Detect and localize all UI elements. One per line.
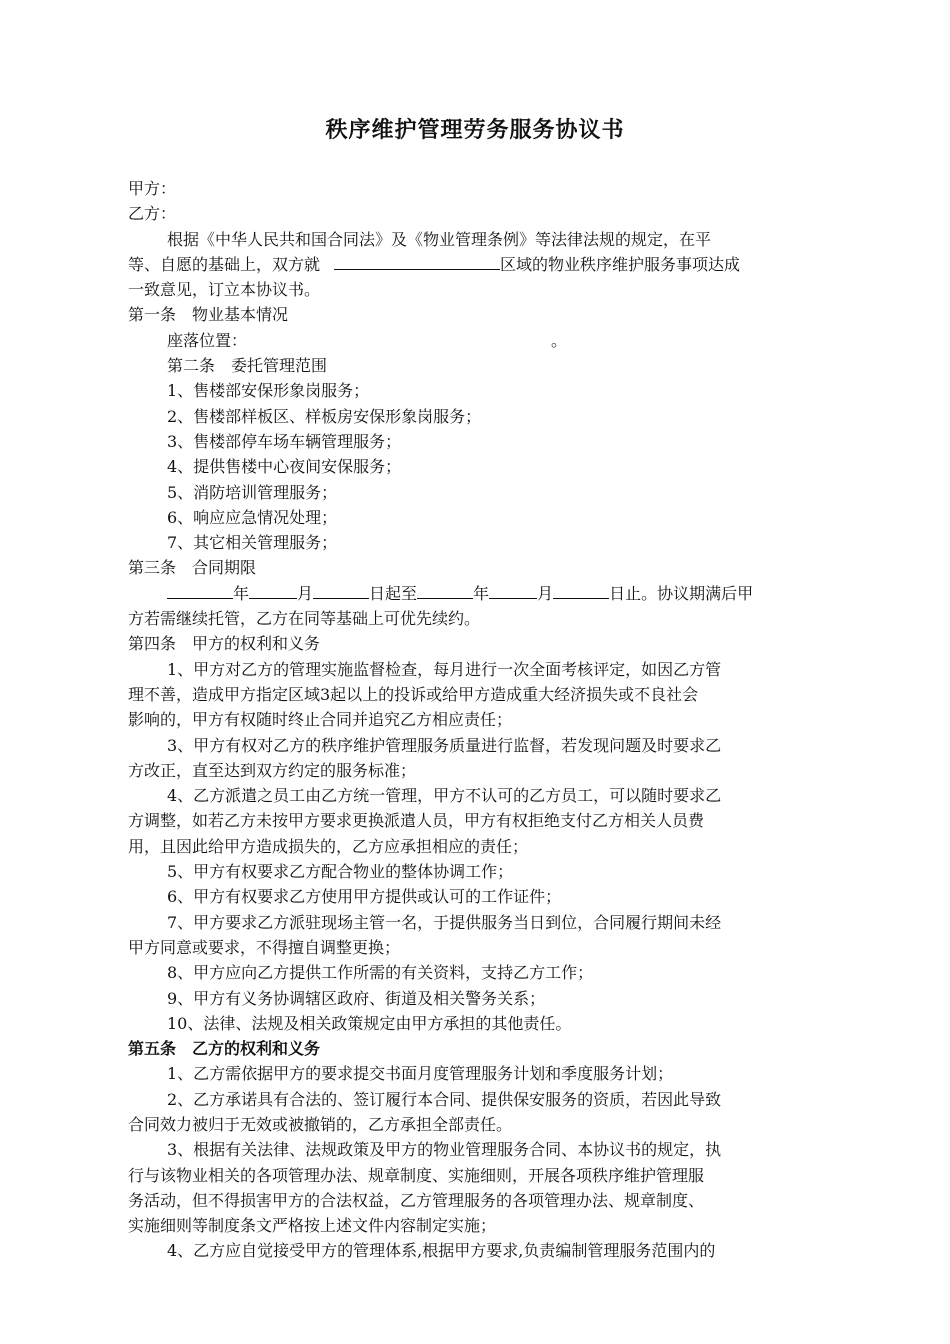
location-end: 。: [551, 330, 568, 350]
article-4-line: 5、甲方有权要求乙方配合物业的整体协调工作；: [167, 862, 514, 882]
article-1-heading: 第一条 物业基本情况: [128, 305, 289, 325]
location-label: 座落位置：: [167, 330, 248, 350]
party-a-line: 甲方：: [128, 179, 177, 198]
region-blank: [334, 252, 500, 270]
article-4-line: 1、甲方对乙方的管理实施监督检查，每月进行一次全面考核评定，如因乙方管: [167, 659, 722, 679]
start-month-blank: [249, 581, 297, 599]
intro-text: 区域的物业秩序维护服务事项达成: [500, 254, 741, 274]
article-3-heading: 第三条 合同期限: [128, 558, 257, 578]
article-4-line: 3、甲方有权对乙方的秩序维护管理服务质量进行监督，若发现问题及时要求乙: [167, 735, 722, 755]
party-b-line: 乙方：: [128, 204, 177, 224]
article-4-line: 方改正，直至达到双方约定的服务标准；: [128, 760, 417, 780]
article-4-line: 8、甲方应向乙方提供工作所需的有关资料，支持乙方工作；: [167, 963, 594, 983]
article-5-line: 1、乙方需依据甲方的要求提交书面月度管理服务计划和季度服务计划；: [167, 1064, 674, 1084]
month-label: 月: [297, 583, 314, 603]
list-item: 1、售楼部安保形象岗服务；: [167, 381, 370, 401]
list-item: 7、其它相关管理服务；: [167, 533, 338, 553]
start-day-blank: [313, 581, 369, 599]
article-4-line: 影响的，甲方有权随时终止合同并追究乙方相应责任；: [128, 710, 513, 730]
article-5-line: 4、乙方应自觉接受甲方的管理体系,根据甲方要求,负责编制管理服务范围内的: [167, 1241, 716, 1261]
article-5-heading: 第五条 乙方的权利和义务: [128, 1039, 321, 1059]
list-item: 5、消防培训管理服务；: [167, 482, 338, 502]
article-4-line: 9、甲方有义务协调辖区政府、街道及相关警务关系；: [167, 988, 546, 1008]
end-month-blank: [489, 581, 537, 599]
article-2-heading: 第二条 委托管理范围: [167, 356, 328, 376]
end-day-blank: [553, 581, 609, 599]
list-item: 6、响应应急情况处理；: [167, 507, 338, 527]
article-4-line: 6、甲方有权要求乙方使用甲方提供或认可的工作证件；: [167, 887, 562, 907]
document-title: 秩序维护管理劳务服务协议书: [325, 117, 625, 143]
term-end-text: 日止。协议期满后甲: [609, 583, 754, 603]
term-line-2: 方若需继续托管，乙方在同等基础上可优先续约。: [128, 609, 481, 629]
from-label: 日起至: [369, 583, 418, 603]
article-5-line: 行与该物业相关的各项管理办法、规章制度、实施细则，开展各项秩序维护管理服: [128, 1165, 705, 1185]
month-label: 月: [537, 583, 554, 603]
article-5-line: 3、根据有关法律、法规政策及甲方的物业管理服务合同、本协议书的规定，执: [167, 1140, 722, 1160]
list-item: 2、售楼部样板区、样板房安保形象岗服务；: [167, 406, 482, 426]
article-4-line: 10、法律、法规及相关政策规定由甲方承担的其他责任。: [167, 1013, 572, 1033]
article-4-line: 方调整，如若乙方未按甲方要求更换派遣人员，甲方有权拒绝支付乙方相关人员费: [128, 811, 705, 831]
article-5-line: 实施细则等制度条文严格按上述文件内容制定实施；: [128, 1216, 497, 1236]
location-line: [128, 328, 832, 353]
year-label: 年: [233, 583, 250, 603]
list-item: 4、提供售楼中心夜间安保服务；: [167, 457, 402, 477]
list-item: 3、售楼部停车场车辆管理服务；: [167, 431, 402, 451]
article-4-line: 4、乙方派遣之员工由乙方统一管理，甲方不认可的乙方员工，可以随时要求乙: [167, 786, 722, 806]
intro-line-2: [128, 252, 832, 277]
intro-line-1: 根据《中华人民共和国合同法》及《物业管理条例》等法律法规的规定，在平: [167, 229, 712, 249]
document-body: [128, 176, 832, 1264]
article-4-heading: 第四条 甲方的权利和义务: [128, 634, 321, 654]
article-4-line: 甲方同意或要求，不得擅自调整更换；: [128, 937, 401, 957]
year-label: 年: [473, 583, 490, 603]
intro-text: 等、自愿的基础上，双方就: [128, 254, 321, 274]
article-4-line: 用，且因此给甲方造成损失的，乙方应承担相应的责任；: [128, 836, 529, 856]
article-4-line: 7、甲方要求乙方派驻现场主管一名，于提供服务当日到位，合同履行期间未经: [167, 912, 722, 932]
article-4-line: 理不善，造成甲方指定区域3起以上的投诉或给甲方造成重大经济损失或不良社会: [128, 684, 699, 704]
article-5-line: 合同效力被归于无效或被撤销的，乙方承担全部责任。: [128, 1114, 513, 1134]
article-5-line: 务活动，但不得损害甲方的合法权益，乙方管理服务的各项管理办法、规章制度、: [128, 1190, 705, 1210]
article-5-line: 2、乙方承诺具有合法的、签订履行本合同、提供保安服务的资质，若因此导致: [167, 1089, 722, 1109]
end-year-blank: [417, 581, 473, 599]
term-dates-line: [128, 581, 832, 606]
intro-line-3: 一致意见，订立本协议书。: [128, 280, 321, 300]
start-year-blank: [167, 581, 233, 599]
